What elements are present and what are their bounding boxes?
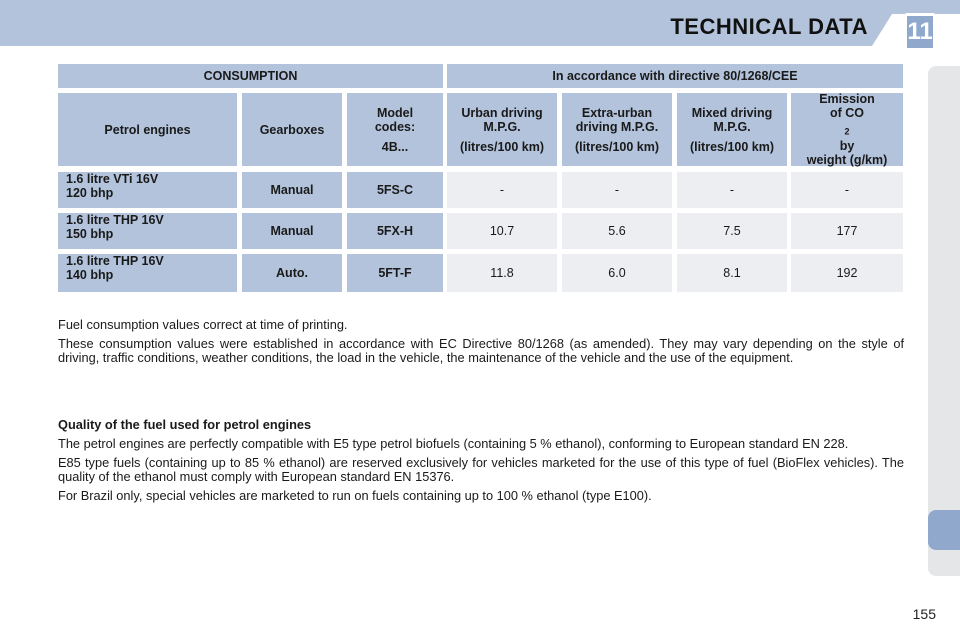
fuel-quality-text bbox=[58, 437, 904, 507]
engine-power: 150 bhp bbox=[66, 227, 114, 241]
emission-header-line1: Emission bbox=[819, 92, 875, 107]
table-row-engine bbox=[58, 254, 237, 292]
mixed-value-cell: 7.5 bbox=[677, 213, 787, 249]
page-number: 155 bbox=[912, 606, 936, 622]
mixed-header-line2: M.P.G. bbox=[713, 119, 751, 134]
extra-header-line3: (litres/100 km) bbox=[574, 139, 660, 154]
model-code-cell: 5FT-F bbox=[347, 254, 443, 292]
gearbox-cell: Manual bbox=[242, 172, 342, 208]
extra-header-line2: driving M.P.G. bbox=[575, 119, 659, 134]
consumption-notes bbox=[58, 318, 904, 370]
gearbox-cell: Manual bbox=[242, 213, 342, 249]
chapter-number-badge: 11 bbox=[904, 13, 936, 51]
mixed-value-cell: 8.1 bbox=[677, 254, 787, 292]
group-header-directive: In accordance with directive 80/1268/CEE bbox=[447, 64, 903, 88]
emission-header-line3: weight (g/km) bbox=[806, 152, 888, 167]
urban-header-line1: Urban driving bbox=[461, 105, 543, 120]
emission-header-subscript: 2 bbox=[844, 126, 850, 137]
emission-header-by: by bbox=[839, 138, 855, 153]
table-row-engine bbox=[58, 172, 237, 208]
mixed-header-line1: Mixed driving bbox=[691, 105, 773, 120]
engine-name: 1.6 litre THP 16V bbox=[66, 254, 164, 268]
note-paragraph: These consumption values were established in accordance with EC Directive 80/1268 (as amended). They may vary depending on the style of driving, traffic conditions, weather conditions, the load in the vehicle, the maintenance of the vehicle and the use of the equipment. bbox=[58, 335, 904, 365]
column-header-emission bbox=[791, 93, 903, 166]
gearbox-cell: Auto. bbox=[242, 254, 342, 292]
side-chapter-marker bbox=[928, 510, 960, 550]
engine-name: 1.6 litre VTi 16V bbox=[66, 172, 159, 186]
model-code-cell: 5FS-C bbox=[347, 172, 443, 208]
column-header-urban bbox=[447, 93, 557, 166]
extra-urban-value-cell: - bbox=[562, 172, 672, 208]
extra-urban-value-cell: 5.6 bbox=[562, 213, 672, 249]
fuel-paragraph: For Brazil only, special vehicles are marketed to run on fuels containing up to 100 % ethanol (type E100). bbox=[58, 487, 652, 503]
emission-value-cell: 177 bbox=[791, 213, 903, 249]
fuel-paragraph: E85 type fuels (containing up to 85 % ethanol) are reserved exclusively for vehicles marketed for the use of this type of fuel (BioFlex vehicles). The quality of the ethanol must comply with European standard EN 15376. bbox=[58, 454, 904, 484]
extra-urban-value-cell: 6.0 bbox=[562, 254, 672, 292]
side-strip bbox=[928, 66, 960, 576]
urban-header-line2: M.P.G. bbox=[483, 119, 521, 134]
mixed-header-line3: (litres/100 km) bbox=[689, 139, 775, 154]
model-header-line3: 4B... bbox=[381, 139, 409, 154]
emission-header-co: of CO bbox=[829, 106, 865, 121]
column-header-gearbox: Gearboxes bbox=[242, 93, 342, 166]
page-title: TECHNICAL DATA bbox=[670, 14, 868, 39]
fuel-paragraph: The petrol engines are perfectly compatible with E5 type petrol biofuels (containing 5 % ethanol), conforming to European standard EN 228. bbox=[58, 436, 849, 451]
column-header-extra-urban bbox=[562, 93, 672, 166]
note-paragraph: Fuel consumption values correct at time of printing. bbox=[58, 317, 348, 332]
fuel-quality-title: Quality of the fuel used for petrol engines bbox=[58, 417, 312, 432]
engine-power: 140 bhp bbox=[66, 268, 114, 282]
model-code-cell: 5FX-H bbox=[347, 213, 443, 249]
urban-value-cell: - bbox=[447, 172, 557, 208]
urban-value-cell: 11.8 bbox=[447, 254, 557, 292]
extra-header-line1: Extra-urban bbox=[581, 105, 653, 120]
emission-value-cell: - bbox=[791, 172, 903, 208]
group-header-consumption: CONSUMPTION bbox=[58, 64, 443, 88]
column-header-engine: Petrol engines bbox=[58, 93, 237, 166]
urban-value-cell: 10.7 bbox=[447, 213, 557, 249]
model-header-line2: codes: bbox=[374, 119, 416, 134]
mixed-value-cell: - bbox=[677, 172, 787, 208]
model-header-line1: Model bbox=[376, 105, 414, 120]
emission-value-cell: 192 bbox=[791, 254, 903, 292]
urban-header-line3: (litres/100 km) bbox=[459, 139, 545, 154]
engine-name: 1.6 litre THP 16V bbox=[66, 213, 164, 227]
emission-header-line2 bbox=[830, 106, 864, 153]
table-row-engine bbox=[58, 213, 237, 249]
engine-power: 120 bhp bbox=[66, 186, 114, 200]
column-header-mixed bbox=[677, 93, 787, 166]
column-header-model-codes bbox=[347, 93, 443, 166]
